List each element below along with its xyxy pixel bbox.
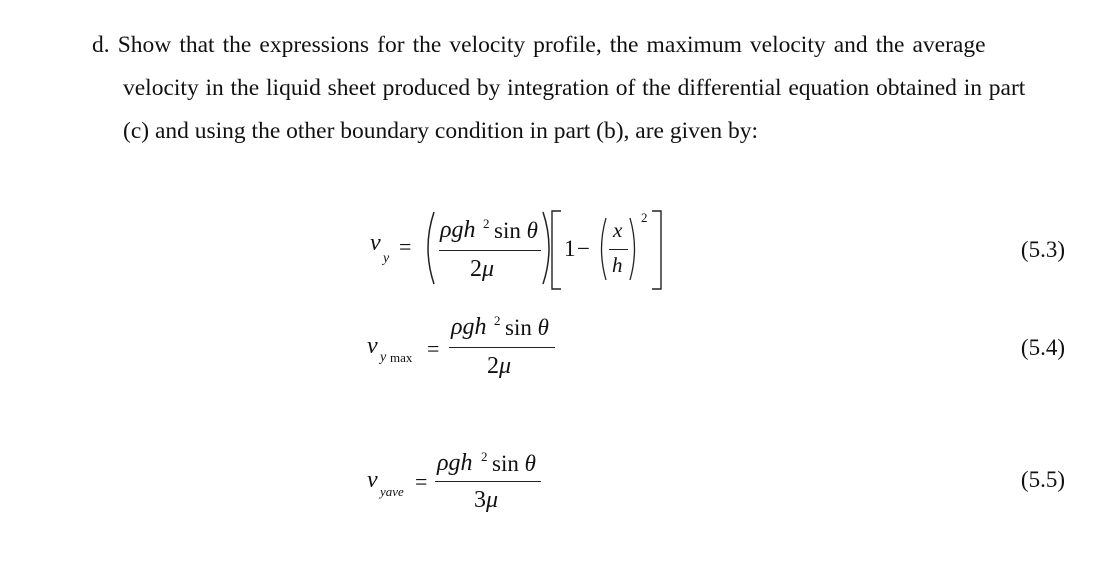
eq2-number: (5.4) (1020, 335, 1065, 360)
eq1-frac-bar (439, 250, 541, 251)
eq1-num-b: sin θ (494, 218, 538, 243)
eq2-lhs-sub-roman: max (390, 350, 413, 365)
eq1-left-bracket (550, 210, 562, 290)
eq3-equals: = (415, 469, 428, 494)
eq1-inner-den: h (612, 253, 623, 277)
paragraph-line-1: d. Show that the expressions for the velocity profile, the maximum velocity and the average (92, 32, 986, 58)
eq1-left-paren (420, 210, 436, 286)
eq1-inner-left-paren (596, 216, 608, 282)
eq1-lhs-sub: y (383, 251, 390, 266)
eq2-equals: = (427, 336, 440, 361)
eq3-num-exp: 2 (481, 449, 488, 464)
eq1-right-bracket (651, 210, 663, 290)
eq3-number: (5.5) (1020, 467, 1065, 492)
paragraph-line-3: (c) and using the other boundary condition in part (b), are given by: (123, 118, 758, 144)
eq3-lhs-sub: yave (380, 484, 404, 499)
eq3-num-b: sin θ (492, 451, 536, 476)
eq1-equals: = (399, 234, 412, 259)
eq3-num-a: ρgh (437, 450, 473, 476)
eq1-inner-num: x (613, 218, 623, 242)
eq2-num-exp: 2 (494, 313, 501, 328)
eq1-number: (5.3) (1020, 237, 1065, 262)
eq1-outer-exp: 2 (641, 210, 648, 225)
eq1-lhs-var: v (370, 230, 381, 256)
eq2-lhs-var: v (367, 333, 378, 359)
eq1-bracket-one: 1 (564, 236, 576, 261)
eq2-denominator: 2μ (487, 353, 512, 379)
paragraph-line-2: velocity in the liquid sheet produced by integration of the differential equation obtained in part (123, 75, 1026, 101)
eq2-num-b: sin θ (505, 315, 549, 340)
eq2-lhs-sub-italic: y (380, 350, 387, 365)
eq3-lhs-var: v (367, 467, 378, 493)
eq3-frac-bar (435, 481, 541, 482)
eq1-denominator: 2μ (470, 256, 495, 282)
eq1-inner-right-paren (628, 216, 640, 282)
eq3-denominator: 3μ (474, 487, 499, 513)
eq1-num-a: ρgh (440, 217, 476, 243)
eq1-num-exp: 2 (483, 216, 490, 231)
eq2-num-a: ρgh (451, 314, 487, 340)
eq1-bracket-minus: − (577, 236, 590, 261)
eq1-inner-frac-bar (609, 249, 628, 250)
eq2-frac-bar (449, 347, 555, 348)
